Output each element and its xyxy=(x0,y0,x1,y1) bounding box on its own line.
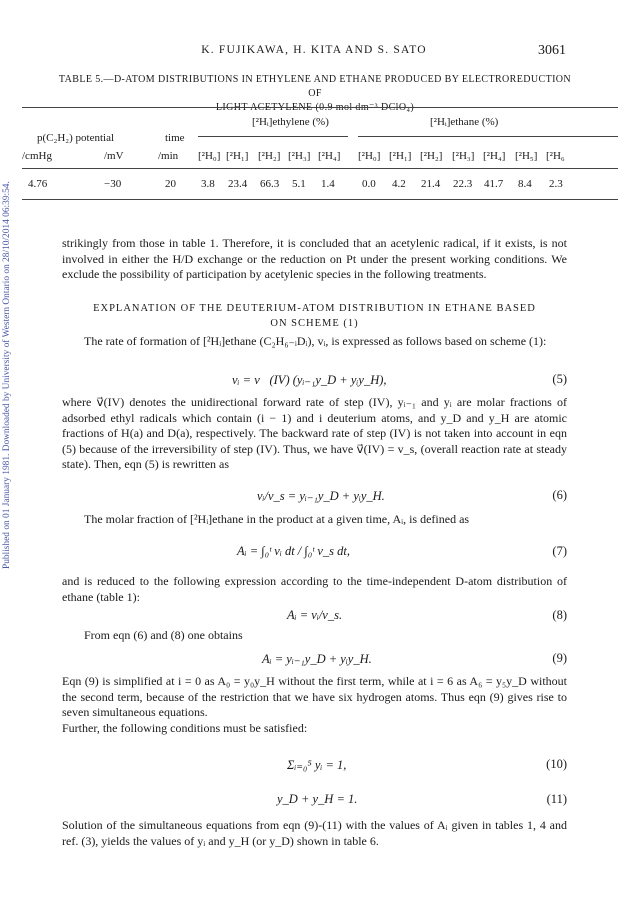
ethylene-col-h1: [²H₁] xyxy=(226,150,249,162)
paragraph-conditions: Further, the following conditions must be satisfied: xyxy=(62,721,308,735)
ethylene-col-h2: [²H₂] xyxy=(258,150,281,162)
cell-ethane-6: 2.3 xyxy=(549,178,563,190)
cell-ethylene-0: 3.8 xyxy=(201,178,215,190)
cell-ethane-1: 4.2 xyxy=(392,178,406,190)
paragraph-solution: Solution of the simultaneous equations from eqn (9)-(11) with the values of Aᵢ given in tables 1, 4 and ref. (3), yields the values of yᵢ and y_H (or y_D) shown in table 6. xyxy=(62,818,567,848)
header-pressure-potential: p(C₂H₂) potential xyxy=(37,132,115,144)
equation-6-number: (6) xyxy=(552,488,567,502)
equation-7-number: (7) xyxy=(552,544,567,558)
equation-5-body: vᵢ = v⃗(IV) (yᵢ₋₁y_D + yᵢy_H), xyxy=(232,373,387,387)
cell-ethylene-3: 5.1 xyxy=(292,178,306,190)
ethylene-col-h3: [²H₃] xyxy=(288,150,311,162)
cell-ethane-3: 22.3 xyxy=(453,178,473,190)
cell-pressure: 4.76 xyxy=(28,178,48,190)
equation-7 xyxy=(62,540,567,568)
header-time: time xyxy=(165,132,185,144)
cell-ethane-0: 0.0 xyxy=(362,178,376,190)
ethane-col-h2: [²H₂] xyxy=(420,150,443,162)
equation-11-body: y_D + y_H = 1. xyxy=(277,792,358,806)
unit-time: /min xyxy=(158,150,179,162)
cell-ethylene-2: 66.3 xyxy=(260,178,280,190)
unit-potential: /mV xyxy=(104,150,124,162)
header-ethylene: [²Hᵢ]ethylene (%) xyxy=(252,116,329,128)
equation-10 xyxy=(62,754,567,780)
equation-7-body: Aᵢ = ∫₀ᵗ vᵢ dt / ∫₀ᵗ v_s dt, xyxy=(237,544,351,558)
paragraph-reduced: and is reduced to the following expression according to the time-independent D-atom distribution of ethane (table 1): xyxy=(62,574,567,604)
paragraph-simplified: Eqn (9) is simplified at i = 0 as A₀ = y₀y_H without the first term, while at i = 6 as A₆ = y₅y_D without the second term, because of the restriction that we have six hydrogen atoms. Thus eqn (9) gives rise to seven simultaneous equations. xyxy=(62,674,567,720)
header-ethane: [²Hᵢ]ethane (%) xyxy=(430,116,499,128)
ethane-subrule xyxy=(358,136,618,137)
table-bottom-rule xyxy=(22,199,618,200)
ethane-col-h4: [²H₄] xyxy=(483,150,506,162)
equation-5-number: (5) xyxy=(552,372,567,386)
equation-9-body: Aᵢ = yᵢ₋₁y_D + yᵢy_H. xyxy=(262,652,372,666)
section-heading xyxy=(62,301,567,331)
cell-ethylene-4: 1.4 xyxy=(321,178,335,190)
table-top-rule xyxy=(22,107,618,108)
equation-10-body: Σᵢ₌₀⁵ yᵢ = 1, xyxy=(287,758,347,772)
table-caption-line1: TABLE 5.—D-ATOM DISTRIBUTIONS IN ETHYLENE AND ETHANE PRODUCED BY ELECTROREDUCTION OF xyxy=(58,74,572,99)
cell-ethane-2: 21.4 xyxy=(421,178,441,190)
authors: K. FUJIKAWA, H. KITA AND S. SATO xyxy=(201,44,427,56)
equation-6 xyxy=(62,488,567,508)
equation-9-number: (9) xyxy=(552,651,567,665)
cell-ethylene-1: 23.4 xyxy=(228,178,248,190)
equation-8 xyxy=(62,608,567,628)
ethylene-subrule xyxy=(198,136,348,137)
table-caption-line2: LIGHT ACETYLENE (0.9 mol dm⁻³ DClO₄) xyxy=(215,102,415,113)
paragraph-molar-fraction: The molar fraction of [²Hᵢ]ethane in the product at a given time, Aᵢ, is defined as xyxy=(84,512,470,526)
ethane-col-h1: [²H₁] xyxy=(389,150,412,162)
ethylene-col-h0: [²H₀] xyxy=(198,150,221,162)
paragraph-from-eqn: From eqn (6) and (8) one obtains xyxy=(84,628,243,642)
equation-5 xyxy=(62,372,567,392)
ethane-col-h0: [²H₀] xyxy=(358,150,381,162)
section-heading-line1: EXPLANATION OF THE DEUTERIUM-ATOM DISTRIBUTION IN ETHANE BASED xyxy=(93,303,536,314)
paragraph-rate-definition: The rate of formation of [²Hᵢ]ethane (C₂H₆₋ᵢDᵢ), vᵢ, is expressed as follows based on scheme (1): xyxy=(84,334,547,348)
running-header xyxy=(62,44,566,60)
cell-time: 20 xyxy=(165,178,176,190)
ethane-col-h3: [²H₃] xyxy=(452,150,475,162)
equation-8-body: Aᵢ = vᵢ/v_s. xyxy=(287,608,343,622)
section-heading-line2: ON SCHEME (1) xyxy=(270,318,359,329)
cell-ethane-5: 8.4 xyxy=(518,178,532,190)
equation-11-number: (11) xyxy=(546,792,567,806)
equation-9 xyxy=(62,651,567,671)
table-header-rule xyxy=(22,168,618,169)
cell-potential: −30 xyxy=(104,178,122,190)
ethylene-col-h4: [²H₄] xyxy=(318,150,341,162)
equation-11 xyxy=(62,792,567,812)
page-number: 3061 xyxy=(538,43,566,58)
ethane-col-h6: [²H₆ xyxy=(546,150,565,162)
cell-ethane-4: 41.7 xyxy=(484,178,504,190)
equation-6-body: vᵢ/v_s = yᵢ₋₁y_D + yᵢy_H. xyxy=(257,489,385,503)
equation-10-number: (10) xyxy=(546,757,567,771)
ethane-col-h5: [²H₅] xyxy=(515,150,538,162)
equation-8-number: (8) xyxy=(552,608,567,622)
unit-pressure: /cmHg xyxy=(22,150,52,162)
table-caption xyxy=(55,73,575,115)
paragraph-where: where v⃗(IV) denotes the unidirectional forward rate of step (IV), yᵢ₋₁ and yᵢ are molar fractions of adsorbed ethyl radicals which contain (i − 1) and i deuterium atoms, and y_D and y_H are atomic fractions of H(a) and D(a), respectively. The backward rate of step (IV) is not taken into account in eqn (5) because of the irreversibility of step (IV). Thus, we have v⃗(IV) = v_s, (overall reaction rate at steady state). Then, eqn (5) is rewritten as xyxy=(62,395,567,472)
paragraph-conclusion: strikingly from those in table 1. Therefore, it is concluded that an acetylenic radical, if it exists, is not involved in either the H/D exchange or the reduction on Pt under the present working conditions. We exclude the possibility of participation by acetylenic species in the following treatments. xyxy=(62,236,567,282)
download-notice: Published on 01 January 1981. Downloaded by University of Western Ontario on 28/10/2014 06:39:54. xyxy=(2,181,12,569)
